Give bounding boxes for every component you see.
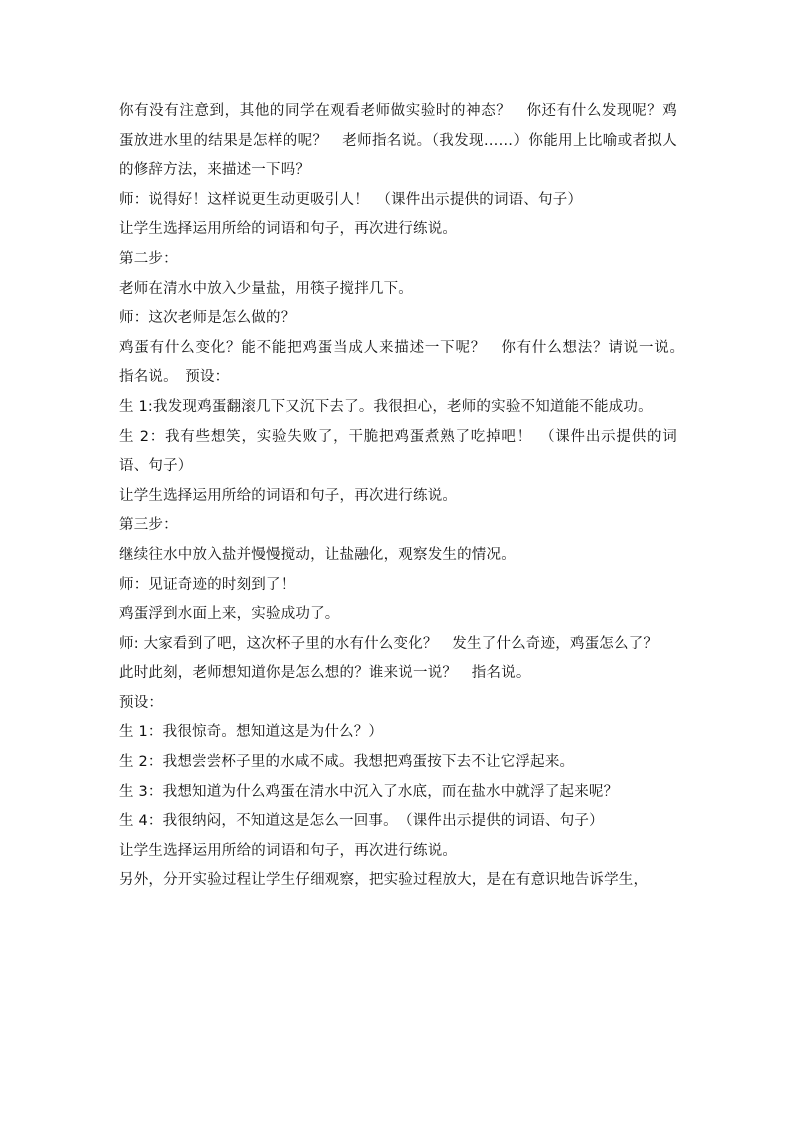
paragraph-3: 让学生选择运用所给的词语和句子，再次进行练说。 <box>119 221 458 238</box>
paragraph-16: 此时此刻，老师想知道你是怎么想的？谁来说一说？ 指名说。 <box>119 665 531 682</box>
paragraph-7: 鸡蛋有什么变化？能不能把鸡蛋当成人来描述一下呢？ 你有什么想法？请说一说。 指名说。 预设： <box>119 339 692 386</box>
paragraph-9: 生 2：我有些想笑，实验失败了，干脆把鸡蛋煮熟了吃掉吧！ （课件出示提供的词语、句子） <box>119 428 677 475</box>
paragraph-5: 老师在清水中放入少量盐，用筷子搅拌几下。 <box>119 280 413 297</box>
paragraph-12: 继续往水中放入盐并慢慢搅动，让盐融化，观察发生的情况。 <box>119 546 516 563</box>
paragraph-8: 生 1:我发现鸡蛋翻滚几下又沉下去了。我很担心，老师的实验不知道能不能成功。 <box>119 398 653 415</box>
document-body <box>119 97 692 896</box>
paragraph-14: 鸡蛋浮到水面上来，实验成功了。 <box>119 606 340 623</box>
paragraph-23: 另外，分开实验过程让学生仔细观察，把实验过程放大，是在有意识地告诉学生， <box>119 872 649 889</box>
paragraph-4: 第二步： <box>119 250 178 267</box>
paragraph-21: 生 4：我很纳闷，不知道这是怎么一回事。 （课件出示提供的词语、句子） <box>119 813 604 830</box>
paragraph-11: 第三步： <box>119 517 178 534</box>
paragraph-6: 师：这次老师是怎么做的？ <box>119 310 296 327</box>
paragraph-20: 生 3：我想知道为什么鸡蛋在清水中沉入了水底，而在盐水中就浮了起来呢？ <box>119 783 619 800</box>
paragraph-19: 生 2：我想尝尝杯子里的水咸不咸。我想把鸡蛋按下去不让它浮起来。 <box>119 754 575 771</box>
paragraph-10: 让学生选择运用所给的词语和句子，再次进行练说。 <box>119 487 458 504</box>
paragraph-18: 生 1：我很惊奇。想知道这是为什么？） <box>119 724 384 741</box>
paragraph-22: 让学生选择运用所给的词语和句子，再次进行练说。 <box>119 842 458 859</box>
paragraph-1: 你有没有注意到，其他的同学在观看老师做实验时的神态？ 你还有什么发现呢？鸡蛋放进水里的结果是怎样的呢？ 老师指名说。（我发现……）你能用上比喻或者拟人的修辞方法，来描述一下吗？ <box>119 103 677 179</box>
paragraph-17: 预设： <box>119 694 164 711</box>
paragraph-2: 师：说得好！这样说更生动更吸引人！ （课件出示提供的词语、句子） <box>119 191 583 208</box>
paragraph-15: 师: 大家看到了吧，这次杯子里的水有什么变化？ 发生了什么奇迹，鸡蛋怎么了？ <box>119 635 659 652</box>
paragraph-13: 师：见证奇迹的时刻到了！ <box>119 576 296 593</box>
